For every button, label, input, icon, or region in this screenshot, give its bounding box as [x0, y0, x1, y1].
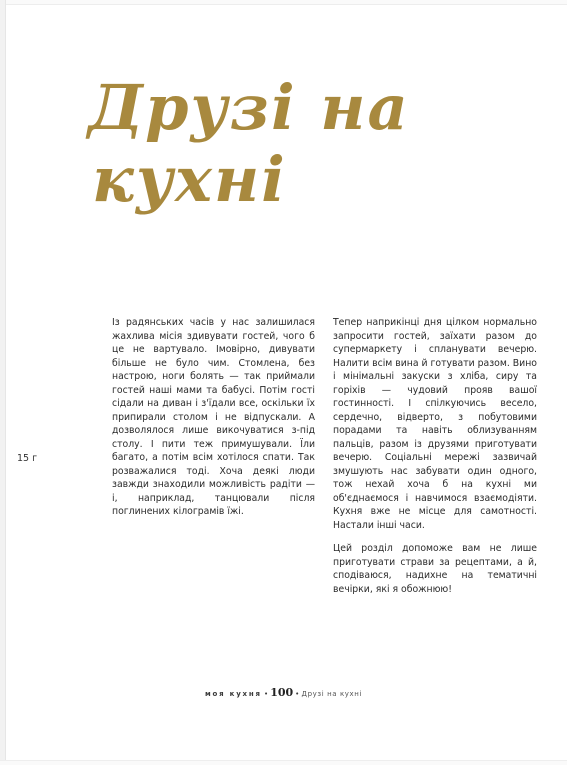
footer-separator: •	[295, 690, 300, 698]
footer-separator: •	[264, 690, 269, 698]
page-title	[88, 72, 410, 216]
page-left-edge	[0, 0, 6, 765]
paragraph: Тепер наприкінці дня цілком нормально запросити гостей, заїхати разом до супермаркету і спланувати вечерю. Налити всім вина й готувати разом. Вино і мінімальні закуски з хліба, сиру та горіхів — чудовий прояв вашої гостинності. І спілкуючись весело, сердечно, відверто, з побутовими порадами та навіть облизуванням пальців, разом із друзями приготувати вечерю. Соціальні мережі зазвичай змушують нас забувати один одного, тож нехай хоча б на кухні ми об'єднаємося і навчимося взаємодіяти. Кухня вже не місце для самотності. Настали інші часи.	[333, 317, 537, 531]
page-top-edge	[0, 0, 567, 5]
page-title-line-1: Друзі на	[88, 71, 410, 144]
paragraph: Із радянських часів у нас залишилася жахлива місія здивувати гостей, чого б це не вартувало. Імовірно, дивувати більше не було чим. Стомлена, без настрою, ноги болять — так приймали гостей наші мами та бабусі. Потім гості сідали на диван і з'їдали все, оскільки їх припирали столом і не відпускали. А дозволялося лише викочуватися з-під столу. І пити теж примушували. Їли багато, а потім всім хотілося спати. Так розважалися тоді. Хоча деякі люди завжди знаходили можливість радіти — і, наприклад, танцювали після поглинених кілограмів їжі.	[112, 317, 315, 517]
page-title-line-2: кухні	[92, 143, 287, 216]
side-note: 15 г	[17, 453, 38, 464]
page-footer	[0, 686, 567, 699]
page-bottom-edge	[0, 760, 567, 765]
text-column-right	[333, 316, 537, 606]
footer-magazine-name: моя кухня	[204, 690, 262, 698]
text-column-left	[112, 316, 315, 529]
page-number: 100	[270, 686, 294, 699]
paragraph: Цей розділ допоможе вам не лише приготувати страви за рецептами, а й, сподіваюся, надихне на тематичні вечірки, які я обожнюю!	[333, 543, 537, 595]
footer-section-name: Друзі на кухні	[301, 690, 363, 698]
